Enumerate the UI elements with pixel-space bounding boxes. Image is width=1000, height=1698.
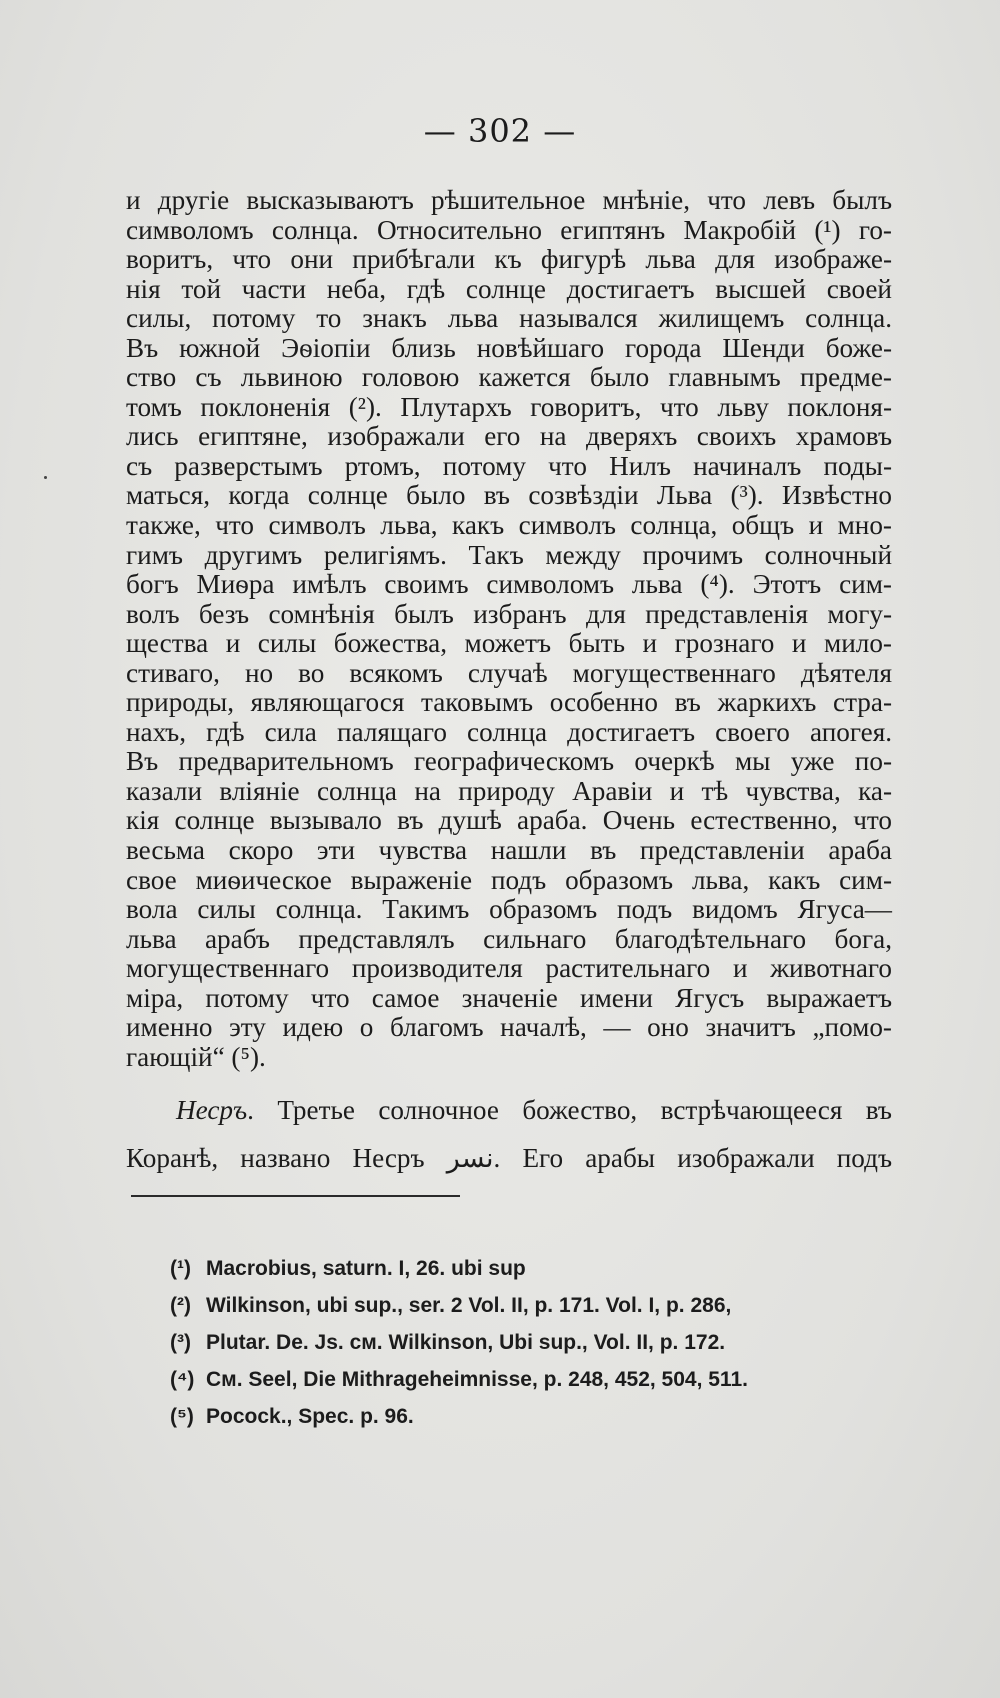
text-line: именно эту идею о благомъ началѣ, — оно значитъ „помо- <box>126 1012 892 1043</box>
footnote-divider <box>131 1195 460 1197</box>
footnote-mark: (²) <box>170 1294 191 1317</box>
footnote <box>170 1398 910 1435</box>
text-line: кія солнце вызывало въ душѣ араба. Очень естественно, что <box>126 805 892 836</box>
text-line: томъ поклоненія (²). Плутархъ говоритъ, что льву поклоня- <box>126 391 892 422</box>
text-line: Въ предварительномъ географическомъ очеркѣ мы уже по- <box>126 746 892 777</box>
text-line: символомъ солнца. Относительно египтянъ Макробій (¹) го- <box>126 214 892 245</box>
footnote-text: Macrobius, saturn. I, 26. ubi sup <box>206 1257 526 1280</box>
paragraph-lion <box>126 186 892 1072</box>
section-heading-nesr: Несръ <box>176 1095 248 1126</box>
text-line: гающій“ (⁵). <box>126 1041 266 1072</box>
footnote-text: Pocock., Spec. p. 96. <box>206 1405 414 1428</box>
text-line: льва арабъ представлялъ сильнаго благодѣтельнаго бога, <box>126 923 892 954</box>
text-line: казали вліяніе солнца на природу Аравіи и тѣ чувства, ка- <box>126 775 892 806</box>
page-number: — 302 — <box>423 112 577 150</box>
footnote-text: Wilkinson, ubi sup., ser. 2 Vol. II, p. 171. Vol. I, p. 286, <box>206 1294 732 1317</box>
text-line: ство съ львиною головою кажется было главнымъ предме- <box>126 362 892 393</box>
arabic-word: نسر <box>446 1143 494 1174</box>
paragraph-nesr <box>126 1086 892 1182</box>
text-line: стиваго, но во всякомъ случаѣ могущественнаго дѣятеля <box>126 657 892 688</box>
text-line: міра, потому что самое значеніе имени Ягусъ выражаетъ <box>126 982 892 1013</box>
text-line: лись египтяне, изображали его на дверяхъ своихъ храмовъ <box>126 421 892 452</box>
text-line: нія той части неба, гдѣ солнце достигаетъ высшей своей <box>126 273 892 304</box>
footnotes <box>170 1250 910 1435</box>
main-text <box>126 186 892 1182</box>
footnote <box>170 1287 910 1324</box>
paper-speck <box>44 476 47 479</box>
text-line: силы, потому то знакъ льва назывался жилищемъ солнца. <box>126 303 892 334</box>
footnote-mark: (⁴) <box>170 1368 195 1391</box>
text-line: волъ безъ сомнѣнія былъ избранъ для представленія могу- <box>126 598 892 629</box>
footnote-text: Plutar. De. Js. см. Wilkinson, Ubi sup., Vol. II, p. 172. <box>206 1331 726 1354</box>
footnote-mark: (¹) <box>170 1257 191 1280</box>
text-line: богъ Миѳра имѣлъ своимъ символомъ льва (⁴). Этотъ сим- <box>126 569 892 600</box>
text-line: нахъ, гдѣ сила палящаго солнца достигаетъ своего апогея. <box>126 716 892 747</box>
footnote <box>170 1250 910 1287</box>
text-line: гимъ другимъ религіямъ. Такъ между прочимъ солночный <box>126 539 892 570</box>
footnote <box>170 1361 910 1398</box>
text-line: съ разверстымъ ртомъ, потому что Нилъ начиналъ поды- <box>126 450 892 481</box>
footnote <box>170 1324 910 1361</box>
text-line: весьма скоро эти чувства нашли въ представленіи араба <box>126 835 892 866</box>
footnote-text: См. Seel, Die Mithrageheimnisse, p. 248, 452, 504, 511. <box>206 1368 748 1391</box>
text-line: свое миѳическое выраженіе подъ образомъ льва, какъ сим- <box>126 864 892 895</box>
text-line: и другіе высказываютъ рѣшительное мнѣніе, что левъ былъ <box>126 185 892 215</box>
text-line: могущественнаго производителя растительнаго и животнаго <box>126 953 892 984</box>
text-line: маться, когда солнце было въ созвѣздіи Льва (³). Извѣстно <box>126 480 892 511</box>
text-line: вола силы солнца. Такимъ образомъ подъ видомъ Ягуса— <box>126 894 892 925</box>
text-line: также, что символъ льва, какъ символъ солнца, общъ и мно- <box>126 510 892 541</box>
text-line: щества и силы божества, можетъ быть и грознаго и мило- <box>126 628 892 659</box>
text-line: Несръ. Третье солночное божество, встрѣчающееся въ <box>176 1095 892 1126</box>
footnote-mark: (⁵) <box>170 1405 194 1428</box>
footnote-mark: (³) <box>170 1331 191 1354</box>
text-line: воритъ, что они прибѣгали къ фигурѣ льва для изображе- <box>126 244 892 275</box>
text-line: Коранѣ, названо Несръ نسر. Его арабы изображали подъ <box>126 1143 892 1174</box>
text-line: Въ южной Эѳіопіи близь новѣйшаго города Шенди боже- <box>126 332 892 363</box>
text-line: природы, являющагося таковымъ особенно въ жаркихъ стра- <box>126 687 892 718</box>
